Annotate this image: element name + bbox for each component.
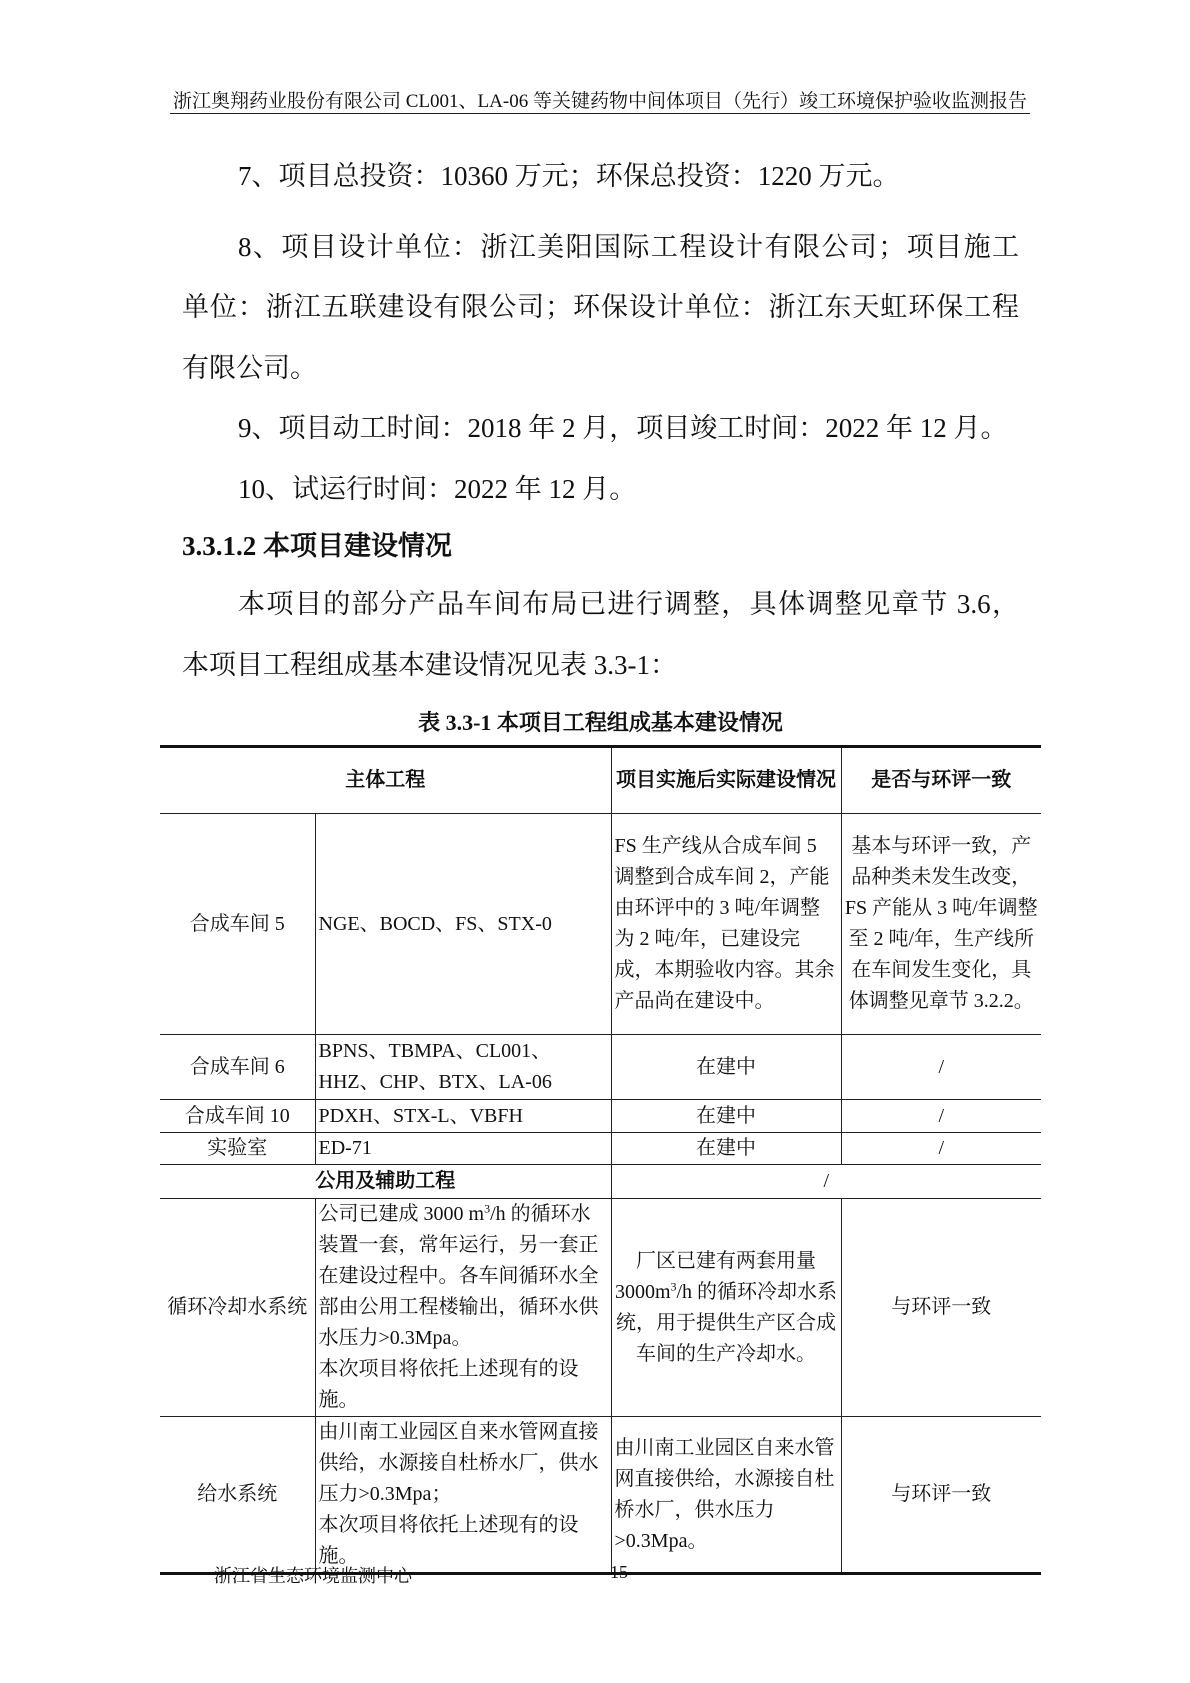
cell-actual: 由川南工业园区自来水管网直接供给，水源接自杜桥水厂，供水压力>0.3Mpa。 [611,1417,841,1574]
table-row [160,814,1041,1035]
cell-name: 实验室 [160,1133,315,1165]
paragraph-design-line1: 8、项目设计单位：浙江美阳国际工程设计有限公司；项目施工 [238,232,1019,262]
table-row [160,1199,1041,1417]
plan-text: 本次项目将依托上述现有的设施。 [318,1514,579,1567]
paragraph-design-line2: 单位：浙江五联建设有限公司；环保设计单位：浙江东天虹环保工程 [182,292,1019,322]
cell-actual: 在建中 [611,1100,841,1133]
header-divider [170,113,1030,114]
cell-consistent: 与环评一致 [841,1199,1041,1417]
superscript: 3 [484,1201,491,1216]
section-label: 公用及辅助工程 [160,1165,611,1199]
cell-actual: 在建中 [611,1133,841,1165]
table-row [160,1035,1041,1100]
plan-text: /h 的循环水装置一套，常年运行，另一套正在建设过程中。各车间循环水全部由公用工程楼输出，循环水供水压力>0.3Mpa。 [318,1203,599,1349]
cell-name: 合成车间 10 [160,1100,315,1133]
superscript: 3 [670,1278,677,1293]
paragraph-schedule: 9、项目动工时间：2018 年 2 月，项目竣工时间：2022 年 12 月。 [238,413,1008,443]
cell-consistent: 基本与环评一致，产品种类未发生改变，FS 产能从 3 吨/年调整至 2 吨/年，生产线所在车间发生变化，具体调整见章节 3.2.2。 [841,814,1041,1035]
cell-actual [611,1199,841,1417]
section-value: / [611,1165,1041,1199]
header-actual: 项目实施后实际建设情况 [611,747,841,814]
paragraph-investment: 7、项目总投资：10360 万元；环保总投资：1220 万元。 [238,161,900,191]
cell-actual: 在建中 [611,1035,841,1100]
construction-table [160,745,1041,1575]
section-heading: 3.3.1.2 本项目建设情况 [182,531,452,561]
table-row [160,1417,1041,1574]
plan-text: 由川南工业园区自来水管网直接供给，水源接自杜桥水厂，供水压力>0.3Mpa； [318,1421,599,1505]
cell-name: 给水系统 [160,1417,315,1574]
cell-consistent: / [841,1100,1041,1133]
paragraph-intro-line2: 本项目工程组成基本建设情况见表 3.3-1： [182,650,677,680]
paragraph-intro-line1: 本项目的部分产品车间布局已进行调整，具体调整见章节 3.6， [238,589,1019,619]
table-caption: 表 3.3-1 本项目工程组成基本建设情况 [418,710,783,735]
cell-name: 合成车间 6 [160,1035,315,1100]
table-row [160,1133,1041,1165]
cell-consistent: / [841,1133,1041,1165]
table-row [160,1100,1041,1133]
cell-plan [315,1199,611,1417]
cell-consistent: 与环评一致 [841,1417,1041,1574]
cell-consistent: / [841,1035,1041,1100]
header-main: 主体工程 [160,747,611,814]
cell-actual: FS 生产线从合成车间 5 调整到合成车间 2，产能由环评中的 3 吨/年调整为 2 吨/年，已建设完成，本期验收内容。其余产品尚在建设中。 [611,814,841,1035]
plan-text: 公司已建成 3000 m [318,1203,485,1225]
plan-text: 本次项目将依托上述现有的设施。 [318,1358,579,1411]
running-header: 浙江奥翔药业股份有限公司 CL001、LA-06 等关键药物中间体项目（先行）竣工环境保护验收监测报告 [173,91,1027,112]
cell-products: PDXH、STX-L、VBFH [315,1100,611,1133]
actual-text: 厂区已建有两套用量 3000m [614,1249,816,1303]
cell-products: ED-71 [315,1133,611,1165]
cell-products: NGE、BOCD、FS、STX-0 [315,814,611,1035]
cell-plan [315,1417,611,1574]
paragraph-trial-run: 10、试运行时间：2022 年 12 月。 [238,474,637,504]
page-number: 15 [610,1562,628,1582]
actual-text: /h 的循环冷却水系统，用于提供生产区合成车间的生产冷却水。 [616,1280,838,1365]
header-consistent: 是否与环评一致 [841,747,1041,814]
section-row-utilities [160,1165,1041,1199]
paragraph-design-line3: 有限公司。 [182,353,317,383]
table-header-row [160,747,1041,814]
cell-name: 循环冷却水系统 [160,1199,315,1417]
footer-org: 浙江省生态环境监测中心 [214,1566,412,1586]
cell-products: BPNS、TBMPA、CL001、HHZ、CHP、BTX、LA-06 [315,1035,611,1100]
cell-name: 合成车间 5 [160,814,315,1035]
